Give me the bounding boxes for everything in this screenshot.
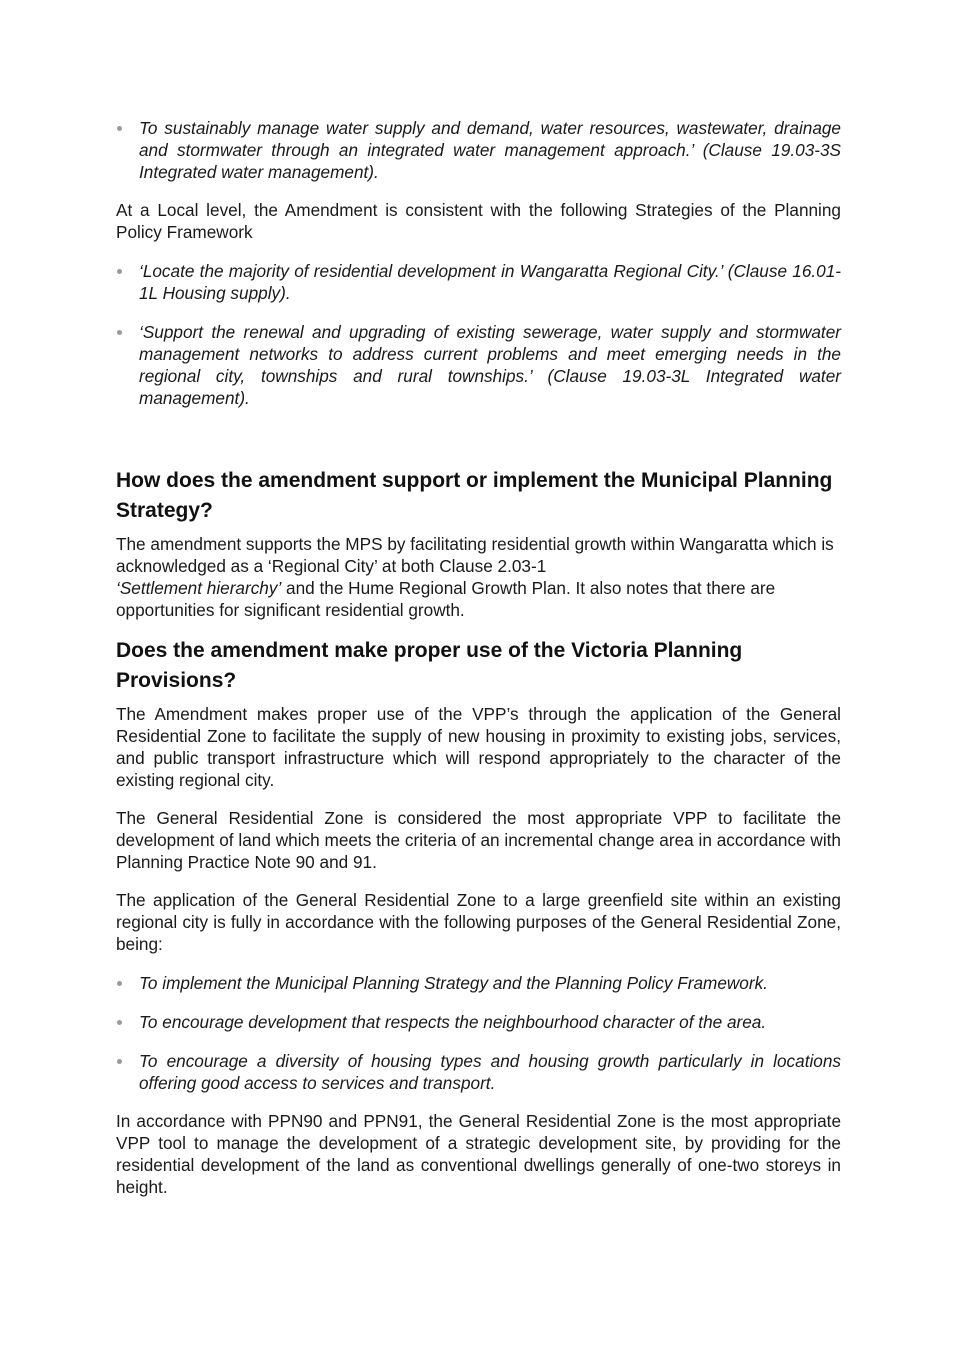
bullet-icon bbox=[117, 1059, 122, 1064]
list-item bbox=[116, 117, 841, 183]
mps-paragraph-text: The amendment supports the MPS by facilitating residential growth within Wangaratta which is acknowledged as a ‘Regional City’ at both Clause 2.03-1 bbox=[116, 534, 834, 576]
bullet-list-local bbox=[116, 260, 841, 409]
list-item-text: To encourage a diversity of housing types and housing growth particularly in locations offering good access to services and transport. bbox=[139, 1051, 841, 1093]
local-intro-paragraph: At a Local level, the Amendment is consistent with the following Strategies of the Planning Policy Framework bbox=[116, 200, 841, 242]
list-item bbox=[116, 321, 841, 409]
list-item-text: To implement the Municipal Planning Strategy and the Planning Policy Framework. bbox=[139, 973, 768, 993]
bullet-icon bbox=[117, 269, 122, 274]
bullet-icon bbox=[117, 981, 122, 986]
list-item-text: ‘Locate the majority of residential development in Wangaratta Regional City.’ (Clause 16.01-1L Housing supply). bbox=[139, 261, 841, 303]
list-item bbox=[116, 1050, 841, 1094]
bullet-icon bbox=[117, 1020, 122, 1025]
list-item-text: To sustainably manage water supply and demand, water resources, wastewater, drainage and stormwater through an integrated water management approach.’ (Clause 19.03-3S Integrated water management). bbox=[139, 118, 841, 182]
list-item bbox=[116, 972, 841, 994]
list-item-text: To encourage development that respects the neighbourhood character of the area. bbox=[139, 1012, 767, 1032]
heading-vpp: Does the amendment make proper use of the Victoria Planning Provisions? bbox=[116, 639, 743, 692]
list-item bbox=[116, 1011, 841, 1033]
list-item bbox=[116, 260, 841, 304]
vpp-paragraph-4: In accordance with PPN90 and PPN91, the General Residential Zone is the most appropriate VPP tool to manage the development of a strategic development site, by providing for the residential development of the land as conventional dwellings generally of one-two storeys in height. bbox=[116, 1111, 841, 1197]
bullet-icon bbox=[117, 126, 122, 131]
bullet-list-grz-purposes bbox=[116, 972, 841, 1094]
document-page bbox=[116, 117, 841, 1198]
mps-paragraph-text-2: and the Hume Regional Growth Plan. It also notes that there are opportunities for significant residential growth. bbox=[116, 578, 776, 620]
vpp-paragraph-3: The application of the General Residential Zone to a large greenfield site within an existing regional city is fully in accordance with the following purposes of the General Residential Zone, being: bbox=[116, 890, 841, 954]
bullet-list-state bbox=[116, 117, 841, 183]
vpp-paragraph-1: The Amendment makes proper use of the VPP’s through the application of the General Residential Zone to facilitate the supply of new housing in proximity to existing jobs, services, and public transport infrastructure which will respond appropriately to the character of the existing regional city. bbox=[116, 704, 841, 790]
bullet-icon bbox=[117, 330, 122, 335]
mps-paragraph bbox=[116, 533, 841, 621]
list-item-text: ‘Support the renewal and upgrading of existing sewerage, water supply and stormwater management networks to address current problems and meet emerging needs in the regional city, townships and rural townships.’ (Clause 19.03-3L Integrated water management). bbox=[139, 322, 841, 408]
vpp-paragraph-2: The General Residential Zone is considered the most appropriate VPP to facilitate the development of land which meets the criteria of an incremental change area in accordance with Planning Practice Note 90 and 91. bbox=[116, 808, 841, 872]
heading-mps: How does the amendment support or implement the Municipal Planning Strategy? bbox=[116, 469, 833, 522]
mps-paragraph-italic: ‘Settlement hierarchy’ bbox=[116, 578, 282, 598]
